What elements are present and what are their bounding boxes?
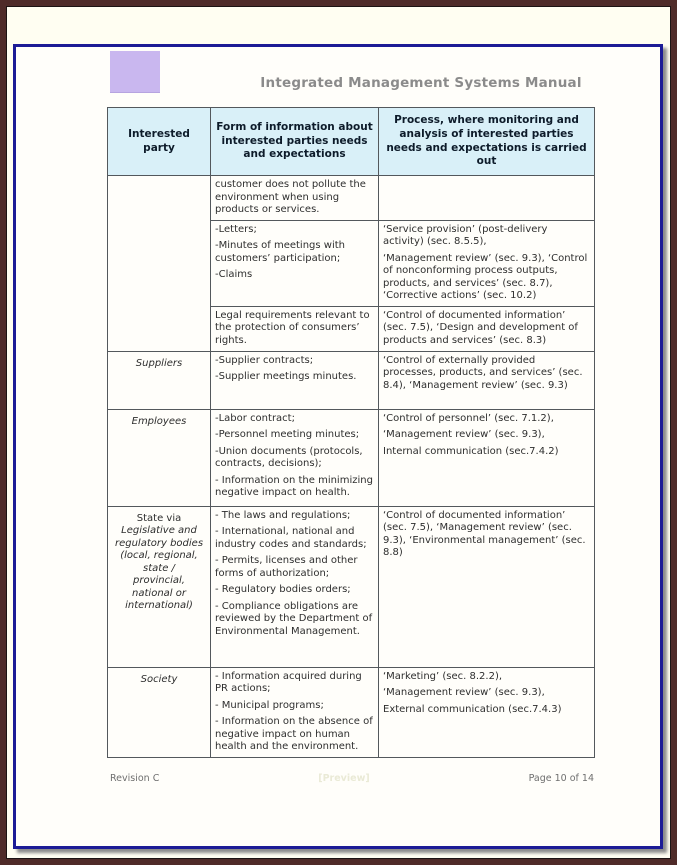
party-line: Society (140, 673, 178, 685)
cell-paragraph: - Permits, licenses and other forms of authorization; (215, 555, 358, 579)
cell-paragraph: - Information on the absence of negative impact on human health and the environment. (215, 716, 373, 752)
form-of-information-cell (211, 506, 379, 667)
interested-parties-table (107, 107, 595, 758)
process-cell (379, 667, 595, 757)
cell-paragraph: ‘Marketing’ (sec. 8.2.2), (383, 670, 503, 682)
party-line: Suppliers (135, 357, 183, 369)
cell-paragraph: ‘Management review’ (sec. 9.3), ‘Control of nonconforming process outputs, products, and services’ (sec. 8.7), ‘Corrective actions’ (sec. 10.2) (383, 252, 588, 301)
interested-party-cell (108, 506, 211, 667)
footer-revision: Revision C (110, 773, 160, 784)
form-of-information-cell (211, 176, 379, 221)
cell-paragraph: -Letters; (215, 223, 257, 235)
cell-paragraph: - Municipal programs; (215, 699, 324, 711)
cell-paragraph: ‘Management review’ (sec. 9.3), (383, 429, 545, 440)
party-line: state / (143, 562, 175, 574)
cell-paragraph: ‘Control of personnel’ (sec. 7.1.2), (383, 412, 554, 424)
cell-paragraph: External communication (sec.7.4.3) (383, 703, 562, 715)
table-header-row (108, 108, 595, 176)
cell-paragraph: -Personnel meeting minutes; (215, 429, 360, 440)
column-header-form-of-information: Form of information about interested parties needs and expectations (211, 108, 379, 176)
party-line: provincial, (133, 575, 185, 586)
table-row (108, 351, 595, 409)
cell-paragraph: - Information acquired during PR actions; (215, 670, 362, 694)
cell-paragraph: -Minutes of meetings with customers’ participation; (215, 240, 346, 264)
party-line: (local, regional, (120, 550, 198, 561)
cell-paragraph: Internal communication (sec.7.4.2) (383, 445, 559, 457)
party-line: Employees (131, 415, 187, 427)
cell-paragraph: - Regulatory bodies orders; (215, 584, 351, 595)
party-line: Legislative and (121, 525, 197, 536)
process-cell (379, 176, 595, 221)
interested-party-cell (108, 351, 211, 409)
cell-paragraph: - International, national and industry codes and standards; (215, 526, 367, 550)
cell-paragraph: ‘Control of externally provided processes, products, and services’ (sec. 8.4), ‘Management review’ (sec. 9.3) (383, 354, 583, 391)
table-row (108, 409, 595, 506)
form-of-information-cell (211, 220, 379, 306)
document-page (13, 44, 663, 849)
table-row (108, 176, 595, 221)
interested-party-cell (108, 409, 211, 506)
cell-paragraph: Legal requirements relevant to the protection of consumers’ rights. (215, 309, 370, 346)
cell-paragraph: ‘Service provision’ (post-delivery activity) (sec. 8.5.5), (383, 223, 548, 247)
cell-paragraph: -Supplier meetings minutes. (215, 371, 357, 382)
process-cell (379, 306, 595, 351)
cell-paragraph: ‘Management review’ (sec. 9.3), (383, 687, 545, 698)
cell-paragraph: ‘Control of documented information’ (sec. 7.5), ‘Design and development of products and services’ (sec. 8.3) (383, 309, 578, 346)
cell-paragraph: - The laws and regulations; (215, 509, 351, 521)
table-row (108, 506, 595, 667)
cell-paragraph: -Claims (215, 269, 253, 280)
form-of-information-cell (211, 351, 379, 409)
party-line: regulatory bodies (114, 537, 204, 549)
form-of-information-cell (211, 409, 379, 506)
party-line: State via (136, 512, 182, 524)
cell-paragraph: customer does not pollute the environment when using products or services. (215, 179, 366, 215)
column-header-interested-party: Interested party (108, 108, 211, 176)
process-cell (379, 409, 595, 506)
column-header-process: Process, where monitoring and analysis of interested parties needs and expectations is carried out (379, 108, 595, 176)
process-cell (379, 351, 595, 409)
party-line: international) (125, 600, 193, 611)
footer-page-number: Page 10 of 14 (528, 773, 594, 784)
page-footer (110, 773, 594, 784)
party-line: national or (132, 587, 186, 599)
cell-paragraph: - Compliance obligations are reviewed by the Department of Environmental Management. (215, 600, 373, 637)
process-cell (379, 220, 595, 306)
form-of-information-cell (211, 667, 379, 757)
cell-paragraph: -Supplier contracts; (215, 354, 314, 366)
interested-party-cell (108, 667, 211, 757)
page-title: Integrated Management Systems Manual (260, 75, 582, 91)
form-of-information-cell (211, 306, 379, 351)
interested-party-cell (108, 176, 211, 352)
cell-paragraph: -Union documents (protocols, contracts, decisions); (215, 445, 363, 469)
cell-paragraph: -Labor contract; (215, 412, 295, 424)
cell-paragraph: ‘Control of documented information’ (sec. 7.5), ‘Management review’ (sec. 9.3), ‘Environmental management’ (sec. 8.8) (383, 509, 586, 558)
cell-paragraph: - Information on the minimizing negative impact on health. (215, 474, 373, 498)
process-cell (379, 506, 595, 667)
logo-square (110, 51, 160, 93)
table-row (108, 667, 595, 757)
footer-watermark: [Preview] (318, 773, 370, 784)
